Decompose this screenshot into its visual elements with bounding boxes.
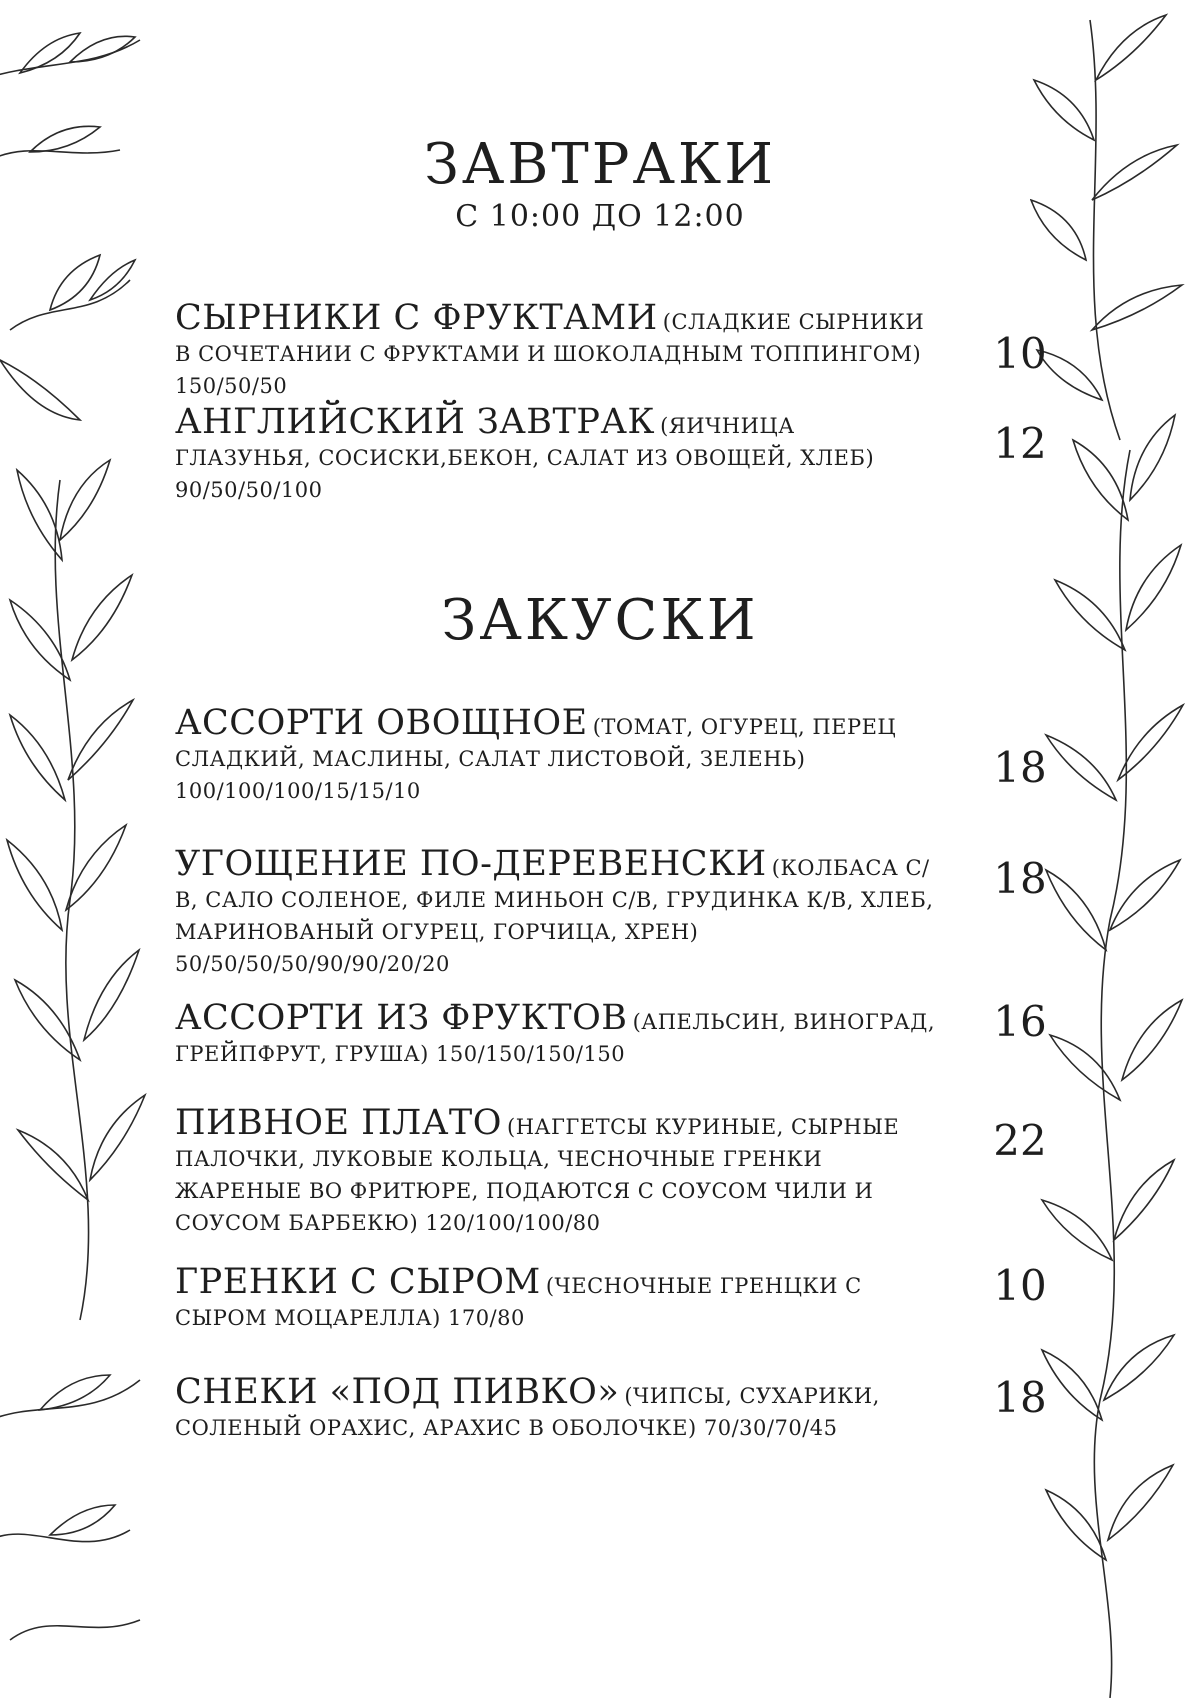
menu-item-description: (ЧЕСНОЧНЫЕ ГРЕНЦКИ С СЫРОМ МОЦАРЕЛЛА) 170/80 [175, 1274, 862, 1330]
section-title-appetizers: ЗАКУСКИ [441, 588, 759, 653]
menu-item-price: 22 [993, 1116, 1047, 1165]
menu-item-description: (ТОМАТ, ОГУРЕЦ, ПЕРЕЦ СЛАДКИЙ, МАСЛИНЫ, САЛАТ ЛИСТОВОЙ, ЗЕЛЕНЬ) 100/100/100/15/15/10 [175, 715, 897, 803]
menu-item [175, 998, 936, 1071]
breakfast-hours: С 10:00 ДО 12:00 [455, 199, 745, 234]
menu-item-price: 18 [993, 1373, 1047, 1422]
menu-item [175, 844, 935, 981]
menu-item-name: ПИВНОЕ ПЛАТО [175, 1103, 502, 1143]
section-title-breakfast: ЗАВТРАКИ [423, 132, 777, 197]
menu-item [175, 298, 935, 403]
menu-item-name: АССОРТИ ОВОЩНОЕ [175, 703, 588, 743]
menu-item-name: СНЕКИ «ПОД ПИВКО» [175, 1372, 620, 1412]
menu-item-description: (КОЛБАСА С/В, САЛО СОЛЕНОЕ, ФИЛЕ МИНЬОН С/В, ГРУДИНКА К/В, ХЛЕБ, МАРИНОВАНЫЙ ОГУРЕЦ, ГОРЧИЦА, ХРЕН) 50/50/50/50/90/90/20/20 [175, 856, 934, 976]
menu-item-description: (СЛАДКИЕ СЫРНИКИ В СОЧЕТАНИИ С ФРУКТАМИ И ШОКОЛАДНЫМ ТОППИНГОМ) 150/50/50 [175, 310, 925, 398]
menu-item-price: 10 [993, 1261, 1047, 1310]
menu-item-description: (АПЕЛЬСИН, ВИНОГРАД, ГРЕЙПФРУТ, ГРУША) 150/150/150/150 [175, 1010, 936, 1066]
menu-item-price: 12 [993, 419, 1047, 468]
menu-item-description: (ЧИПСЫ, СУХАРИКИ, СОЛЕНЫЙ ОРАХИС, АРАХИС В ОБОЛОЧКЕ) 70/30/70/45 [175, 1384, 880, 1440]
menu-item-price: 18 [993, 854, 1047, 903]
menu-item-name: ГРЕНКИ С СЫРОМ [175, 1262, 541, 1302]
menu-item-name: СЫРНИКИ С ФРУКТАМИ [175, 298, 658, 338]
menu-item [175, 703, 935, 808]
menu-item-price: 10 [993, 329, 1047, 378]
menu-item-description: (ЯИЧНИЦА ГЛАЗУНЬЯ, СОСИСКИ,БЕКОН, САЛАТ ИЗ ОВОЩЕЙ, ХЛЕБ) 90/50/50/100 [175, 414, 875, 502]
menu-item-description: (НАГГЕТСЫ КУРИНЫЕ, СЫРНЫЕ ПАЛОЧКИ, ЛУКОВЫЕ КОЛЬЦА, ЧЕСНОЧНЫЕ ГРЕНКИ ЖАРЕНЫЕ ВО ФРИТЮРЕ, ПОДАЮТСЯ С СОУСОМ ЧИЛИ И СОУСОМ БАРБЕКЮ) 120/100/100/80 [175, 1115, 900, 1235]
menu-item-name: АССОРТИ ИЗ ФРУКТОВ [175, 998, 628, 1038]
menu-item-name: УГОЩЕНИЕ ПО-ДЕРЕВЕНСКИ [175, 844, 767, 884]
menu-item [175, 402, 935, 507]
menu-item-name: АНГЛИЙСКИЙ ЗАВТРАК [175, 402, 656, 442]
menu-item-price: 16 [993, 997, 1047, 1046]
menu-item [175, 1372, 935, 1445]
menu-item-price: 18 [993, 743, 1047, 792]
menu-item [175, 1103, 935, 1240]
menu-item [175, 1262, 935, 1335]
